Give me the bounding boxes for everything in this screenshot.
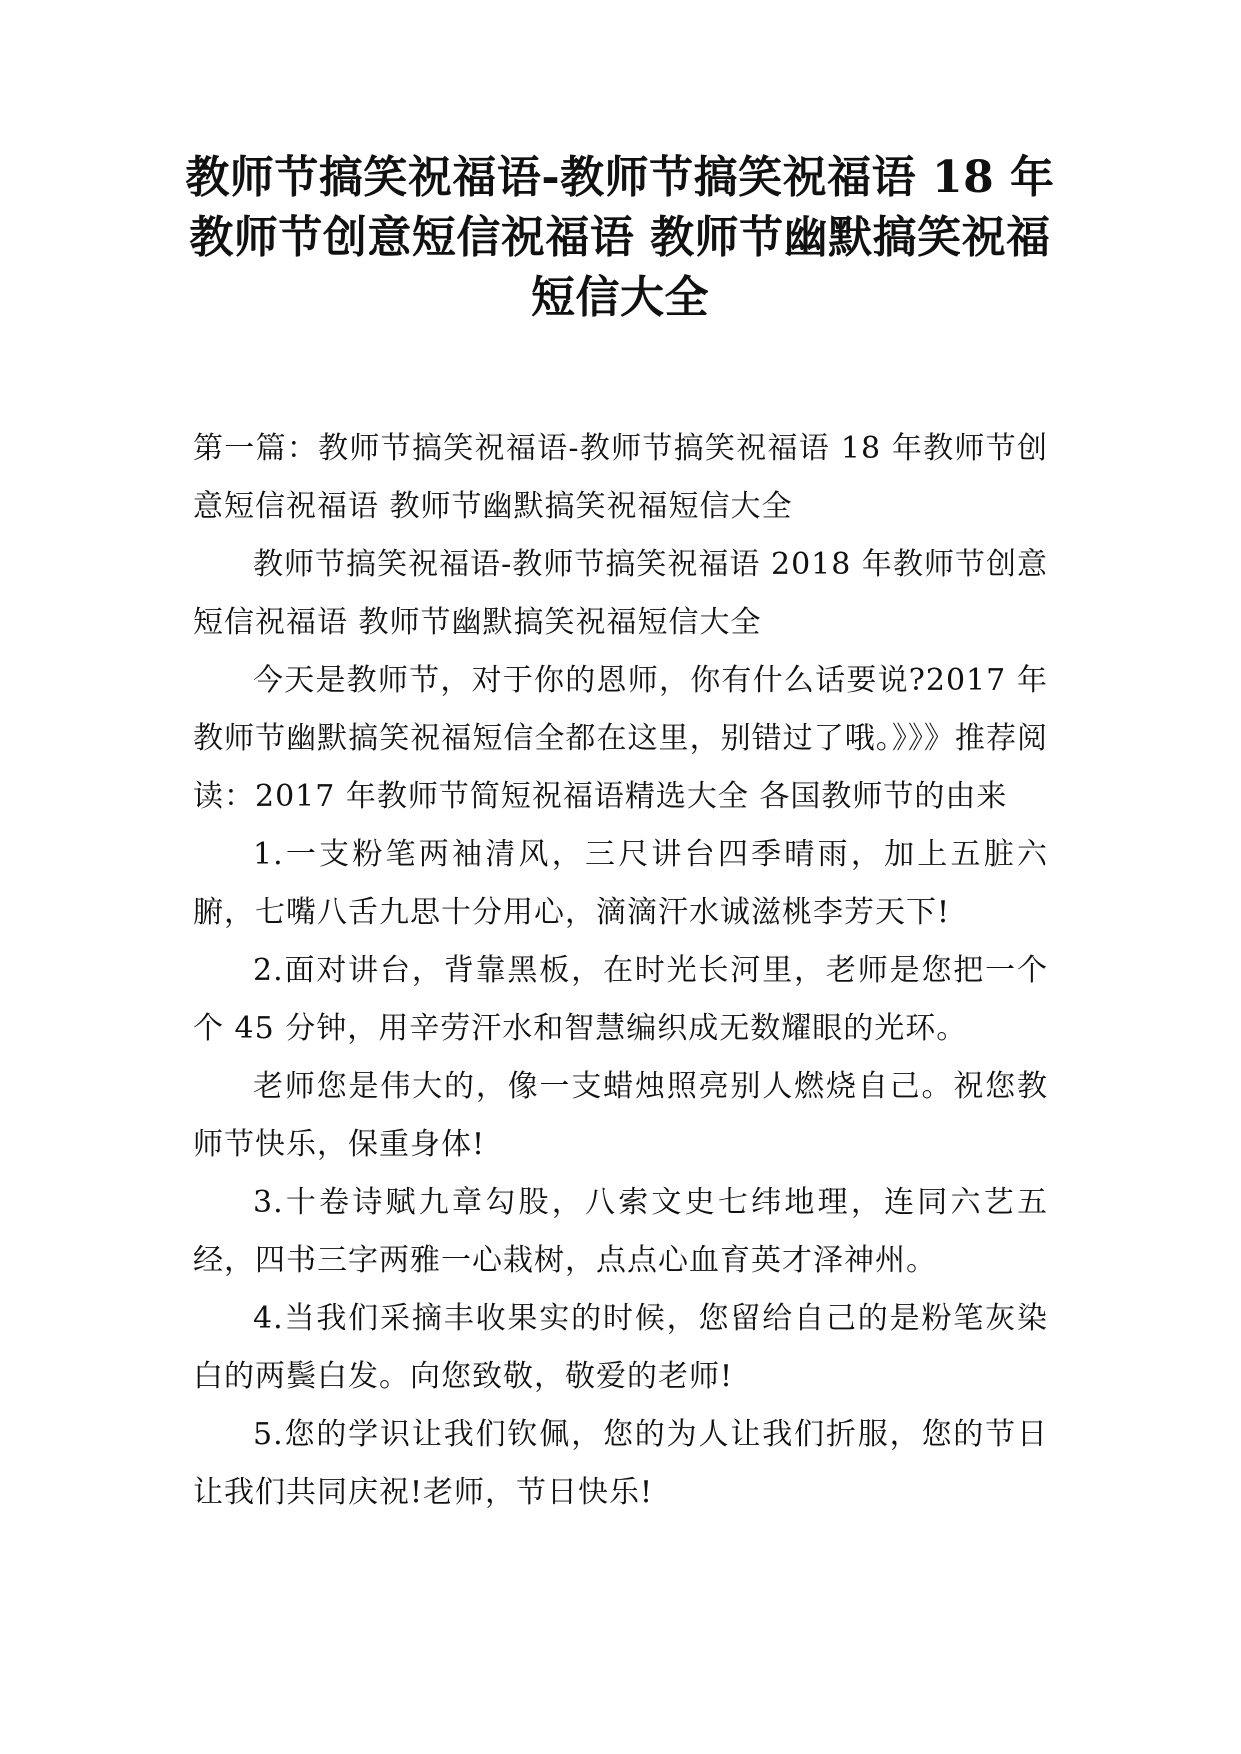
paragraph-heading: 第一篇：教师节搞笑祝福语-教师节搞笑祝福语 18 年教师节创意短信祝福语 教师节幽默搞笑祝福短信大全 (193, 431, 1048, 524)
paragraph: 老师您是伟大的，像一支蜡烛照亮别人燃烧自己。祝您教师节快乐，保重身体! (193, 1069, 1048, 1162)
paragraph: 今天是教师节，对于你的恩师，你有什么话要说?2017 年教师节幽默搞笑祝福短信全都在这里，别错过了哦。》》》推荐阅读：2017 年教师节简短祝福语精选大全 各国教师节的由来 (193, 663, 1048, 814)
paragraph: 4.当我们采摘丰收果实的时候，您留给自己的是粉笔灰染白的两鬓白发。向您致敬，敬爱的老师! (193, 1301, 1048, 1394)
paragraph: 教师节搞笑祝福语-教师节搞笑祝福语 2018 年教师节创意短信祝福语 教师节幽默搞笑祝福短信大全 (193, 547, 1048, 640)
document-title: 教师节搞笑祝福语-教师节搞笑祝福语 18 年教师节创意短信祝福语 教师节幽默搞笑祝福短信大全 (185, 152, 1055, 323)
paragraph: 1.一支粉笔两袖清风，三尺讲台四季晴雨，加上五脏六腑，七嘴八舌九思十分用心，滴滴汗水诚滋桃李芳天下! (193, 837, 1048, 930)
paragraph: 3.十卷诗赋九章勾股，八索文史七纬地理，连同六艺五经，四书三字两雅一心栽树，点点心血育英才泽神州。 (193, 1185, 1048, 1278)
paragraph: 2.面对讲台，背靠黑板，在时光长河里，老师是您把一个个 45 分钟，用辛劳汗水和智慧编织成无数耀眼的光环。 (193, 953, 1048, 1046)
paragraph: 5.您的学识让我们钦佩，您的为人让我们折服，您的节日让我们共同庆祝!老师，节日快乐! (193, 1417, 1048, 1510)
document-body (193, 420, 1048, 1522)
